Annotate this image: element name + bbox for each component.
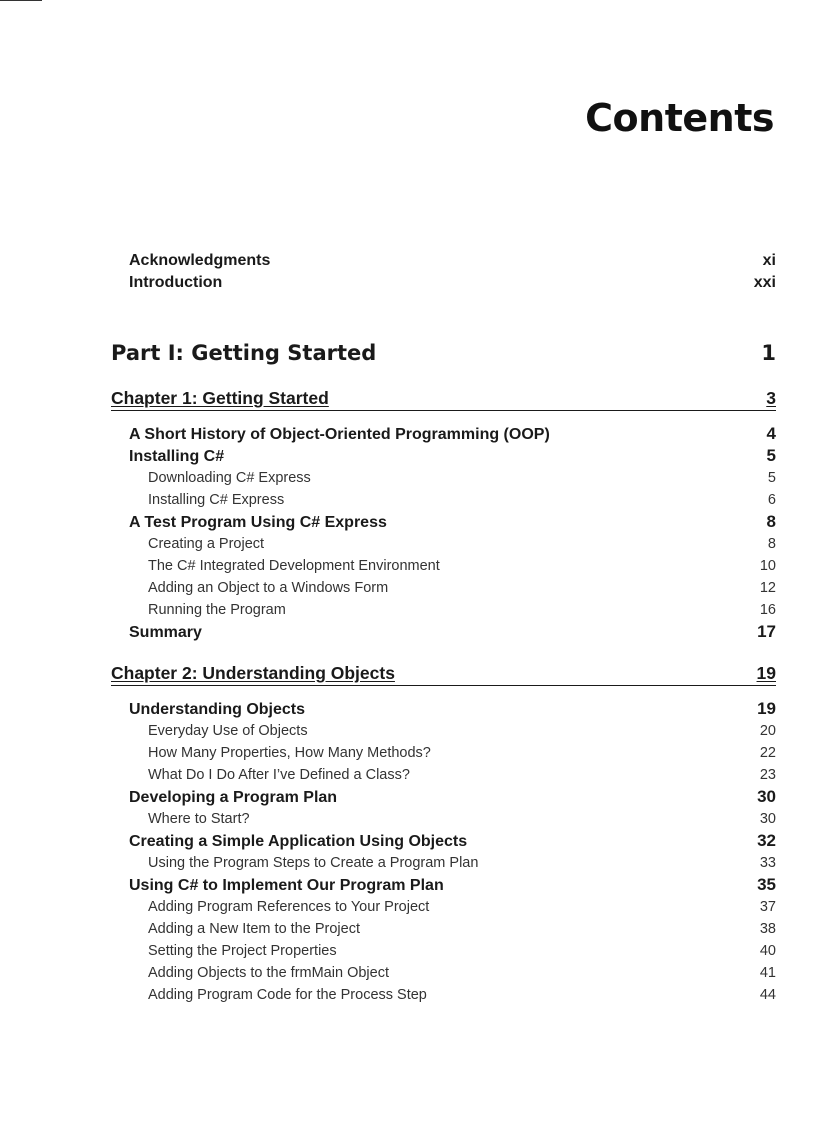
- toc-page: 30: [757, 787, 776, 806]
- table-of-contents: [111, 250, 776, 1006]
- toc-subsection[interactable]: [111, 852, 776, 874]
- toc-page: 19: [757, 699, 776, 718]
- toc-section[interactable]: [111, 511, 776, 533]
- toc-page: 44: [759, 987, 776, 1003]
- toc-page: 16: [759, 602, 776, 618]
- toc-section[interactable]: [111, 874, 776, 896]
- toc-subsection[interactable]: [111, 489, 776, 511]
- toc-label: Creating a Project: [148, 536, 265, 552]
- toc-label: How Many Properties, How Many Methods?: [148, 745, 431, 761]
- toc-page: 37: [759, 899, 776, 915]
- part-title: Part I: Getting Started: [111, 341, 377, 365]
- toc-page: 30: [759, 811, 776, 827]
- toc-label: Introduction: [129, 274, 223, 291]
- chapter-title: Chapter 2: Understanding Objects: [111, 663, 395, 683]
- toc-label: Using C# to Implement Our Program Plan: [129, 877, 444, 894]
- chapter-title: Chapter 1: Getting Started: [111, 388, 329, 408]
- toc-label: Summary: [129, 624, 202, 641]
- toc-label: Adding Objects to the frmMain Object: [148, 965, 389, 981]
- toc-label: Adding Program References to Your Project: [148, 899, 430, 915]
- toc-label: Installing C#: [129, 448, 225, 465]
- toc-label: A Short History of Object-Oriented Programming (OOP): [129, 426, 550, 443]
- toc-page: 20: [759, 723, 776, 739]
- toc-page: 41: [759, 965, 776, 981]
- toc-label: Where to Start?: [148, 811, 250, 827]
- toc-subsection[interactable]: [111, 742, 776, 764]
- chapter-1-entries: [111, 423, 776, 643]
- toc-label: Installing C# Express: [148, 492, 285, 508]
- toc-label: The C# Integrated Development Environment: [148, 558, 440, 574]
- toc-label: Using the Program Steps to Create a Program Plan: [148, 855, 479, 871]
- toc-section[interactable]: [111, 786, 776, 808]
- toc-label: Setting the Project Properties: [148, 943, 337, 959]
- toc-subsection[interactable]: [111, 467, 776, 489]
- chapter-2-entries: [111, 698, 776, 1006]
- toc-page: 35: [757, 875, 776, 894]
- toc-page: 10: [759, 558, 776, 574]
- toc-section[interactable]: [111, 830, 776, 852]
- toc-subsection[interactable]: [111, 599, 776, 621]
- toc-page: 40: [759, 943, 776, 959]
- toc-chapter-2[interactable]: [111, 661, 776, 686]
- toc-subsection[interactable]: [111, 764, 776, 786]
- toc-page: 38: [759, 921, 776, 937]
- toc-label: Everyday Use of Objects: [148, 723, 308, 739]
- toc-label: A Test Program Using C# Express: [129, 514, 387, 531]
- toc-page: 5: [767, 470, 776, 486]
- toc-subsection[interactable]: [111, 984, 776, 1006]
- toc-front-acknowledgments[interactable]: [111, 250, 776, 272]
- toc-page: 4: [766, 424, 776, 443]
- toc-page: 5: [766, 446, 776, 465]
- toc-subsection[interactable]: [111, 555, 776, 577]
- crop-mark: [0, 0, 42, 1]
- toc-page: xxi: [753, 274, 776, 291]
- toc-page: 33: [759, 855, 776, 871]
- toc-section[interactable]: [111, 621, 776, 643]
- toc-section[interactable]: [111, 698, 776, 720]
- part-page: 1: [761, 341, 776, 365]
- toc-chapter-1[interactable]: [111, 386, 776, 411]
- toc-page: 32: [757, 831, 776, 850]
- toc-part-1[interactable]: [111, 338, 776, 368]
- toc-label: Adding Program Code for the Process Step: [148, 987, 427, 1003]
- toc-page: 6: [767, 492, 776, 508]
- toc-label: Adding a New Item to the Project: [148, 921, 360, 937]
- toc-page: 8: [767, 536, 776, 552]
- toc-page: 8: [766, 512, 776, 531]
- toc-label: Acknowledgments: [129, 252, 271, 269]
- toc-subsection[interactable]: [111, 720, 776, 742]
- toc-subsection[interactable]: [111, 962, 776, 984]
- toc-label: Downloading C# Express: [148, 470, 311, 486]
- toc-front-introduction[interactable]: [111, 272, 776, 294]
- toc-subsection[interactable]: [111, 808, 776, 830]
- toc-section[interactable]: [111, 423, 776, 445]
- toc-subsection[interactable]: [111, 577, 776, 599]
- toc-subsection[interactable]: [111, 533, 776, 555]
- toc-label: Creating a Simple Application Using Objects: [129, 833, 468, 850]
- chapter-page: 19: [756, 663, 776, 683]
- toc-page: 22: [759, 745, 776, 761]
- page-title: Contents: [585, 96, 774, 140]
- toc-label: Running the Program: [148, 602, 286, 618]
- toc-page: 12: [759, 580, 776, 596]
- toc-label: Adding an Object to a Windows Form: [148, 580, 389, 596]
- toc-page: 17: [757, 622, 776, 641]
- toc-label: Developing a Program Plan: [129, 789, 338, 806]
- toc-label: Understanding Objects: [129, 701, 306, 718]
- toc-subsection[interactable]: [111, 918, 776, 940]
- toc-page: xi: [762, 252, 776, 269]
- toc-subsection[interactable]: [111, 940, 776, 962]
- toc-label: What Do I Do After I’ve Defined a Class?: [148, 767, 410, 783]
- toc-section[interactable]: [111, 445, 776, 467]
- chapter-page: 3: [766, 388, 776, 408]
- toc-page: 23: [759, 767, 776, 783]
- toc-subsection[interactable]: [111, 896, 776, 918]
